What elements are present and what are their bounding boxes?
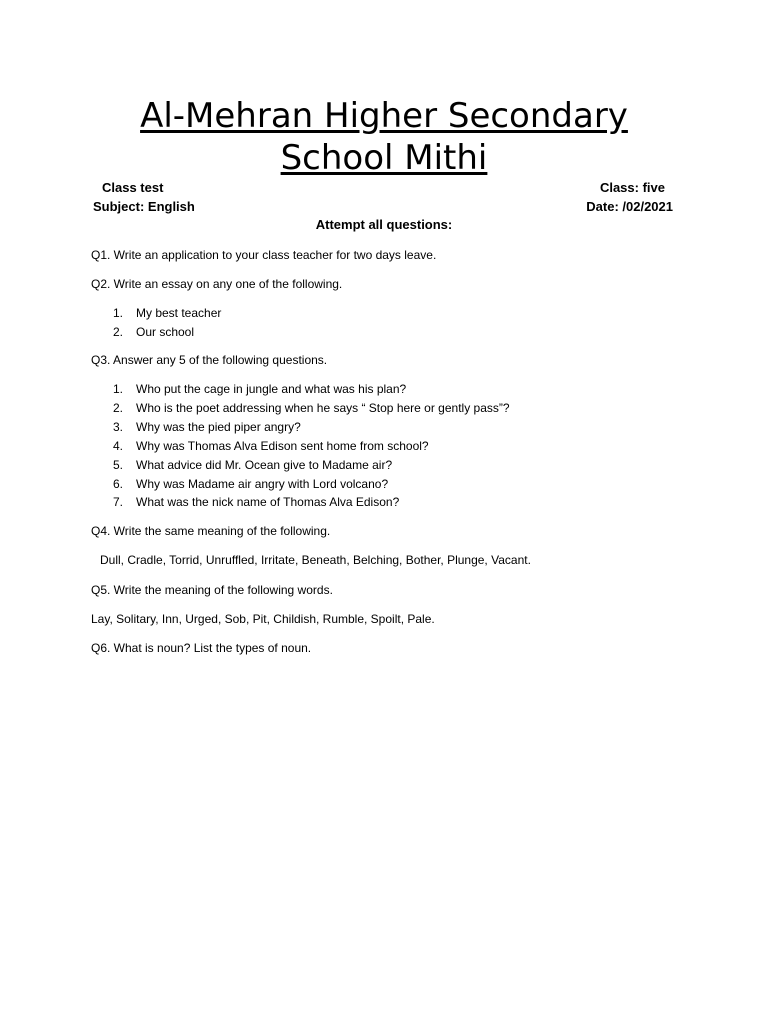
- list-item: [113, 305, 221, 321]
- list-item: [113, 494, 399, 510]
- list-item: [113, 438, 429, 454]
- list-item-text: Why was Thomas Alva Edison sent home from school?: [136, 439, 429, 453]
- list-item-text: Why was the pied piper angry?: [136, 420, 301, 434]
- word-list-q5: Lay, Solitary, Inn, Urged, Sob, Pit, Childish, Rumble, Spoilt, Pale.: [91, 612, 435, 626]
- list-item: [113, 476, 388, 492]
- school-title-line1: Al-Mehran Higher Secondary: [140, 96, 628, 136]
- subject-label: Subject: English: [93, 199, 195, 214]
- list-number: 3.: [113, 420, 124, 434]
- list-item: [113, 419, 301, 435]
- class-label: Class: five: [599, 180, 665, 195]
- list-item-text: My best teacher: [136, 306, 222, 320]
- list-item: [113, 381, 406, 397]
- question-3: Q3. Answer any 5 of the following questions.: [91, 353, 328, 367]
- list-number: 7.: [113, 495, 124, 509]
- word-list-q4: Dull, Cradle, Torrid, Unruffled, Irritate, Beneath, Belching, Bother, Plunge, Vacant.: [100, 553, 531, 567]
- list-number: 5.: [113, 458, 124, 472]
- list-number: 2.: [113, 325, 124, 339]
- list-item: [113, 400, 510, 416]
- list-number: 2.: [113, 401, 124, 415]
- school-title-line2: School Mithi: [280, 138, 488, 178]
- date-label: Date: /02/2021: [586, 199, 673, 214]
- list-item-text: Why was Madame air angry with Lord volcano?: [136, 477, 389, 491]
- question-5: Q5. Write the meaning of the following words.: [91, 583, 333, 597]
- question-2: Q2. Write an essay on any one of the following.: [91, 277, 343, 291]
- test-type-label: Class test: [102, 180, 164, 195]
- question-1: Q1. Write an application to your class teacher for two days leave.: [91, 248, 437, 262]
- list-item-text: Our school: [136, 325, 195, 339]
- list-item: [113, 324, 194, 340]
- list-item-text: What was the nick name of Thomas Alva Edison?: [136, 495, 400, 509]
- instructions-heading: Attempt all questions:: [315, 217, 453, 232]
- list-item-text: Who put the cage in jungle and what was his plan?: [136, 382, 407, 396]
- question-6: Q6. What is noun? List the types of noun.: [91, 641, 312, 655]
- list-number: 1.: [113, 382, 124, 396]
- list-item-text: What advice did Mr. Ocean give to Madame air?: [136, 458, 393, 472]
- list-item-text: Who is the poet addressing when he says “ Stop here or gently pass”?: [136, 401, 510, 415]
- list-number: 1.: [113, 306, 124, 320]
- question-4: Q4. Write the same meaning of the following.: [91, 524, 331, 538]
- list-number: 6.: [113, 477, 124, 491]
- list-number: 4.: [113, 439, 124, 453]
- list-item: [113, 457, 392, 473]
